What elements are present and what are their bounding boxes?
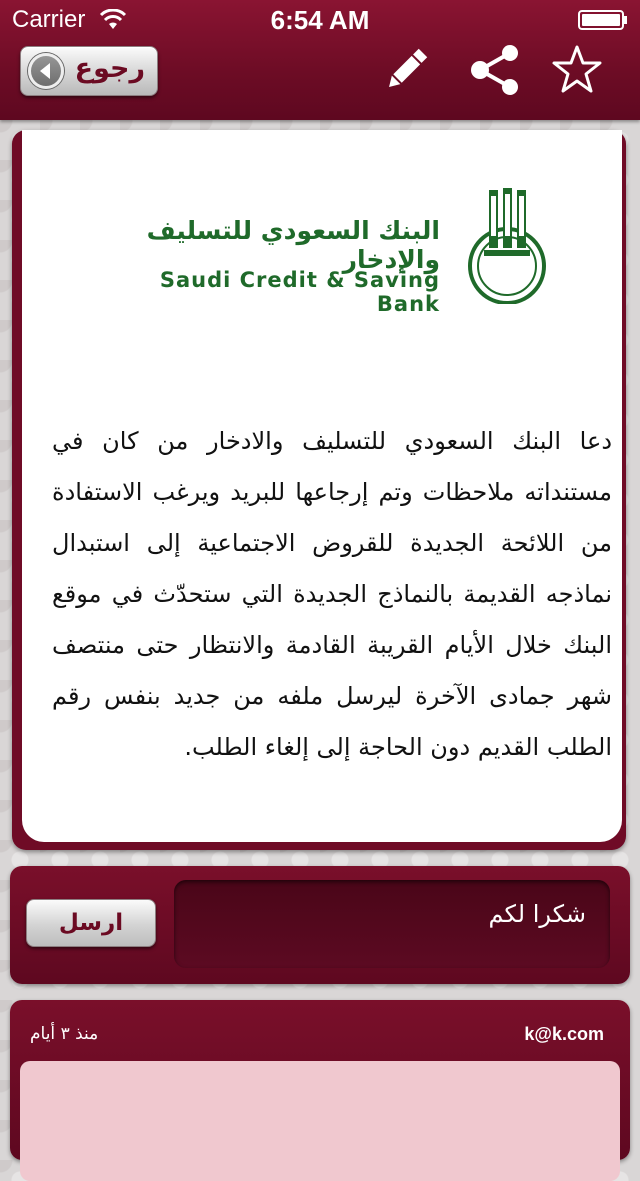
back-arrow-icon [28, 53, 64, 89]
article-content [22, 130, 622, 842]
header-bar [0, 0, 640, 120]
back-button[interactable] [20, 46, 158, 96]
status-bar [0, 0, 640, 40]
share-icon[interactable] [468, 44, 524, 96]
comment-input[interactable]: شكرا لكم [174, 880, 610, 968]
comment-item [10, 1000, 630, 1160]
carrier-label: Carrier [12, 6, 86, 33]
comment-timestamp: منذ ٣ أيام [30, 1024, 99, 1044]
star-icon[interactable] [549, 44, 605, 96]
back-button-label: رجوع [74, 53, 145, 84]
bank-emblem-icon [462, 188, 552, 304]
pencil-icon[interactable] [378, 44, 434, 96]
article-body: دعا البنك السعودي للتسليف والادخار من كان في مستنداته ملاحظات وتم إرجاعها للبريد ويرغب الاستفادة من اللائحة الجديدة للقروض الاجتماعية إلى استبدال نماذجه القديمة بالنماذج الجديدة التي ستحدّث في موقع البنك خلال الأيام القريبة القادمة والانتظار حتى منتصف شهر جمادى الآخرة ليرسل ملفه من جديد بنفس رقم الطلب القديم دون الحاجة إلى إلغاء الطلب. [52, 427, 612, 761]
send-button[interactable]: ارسل [26, 899, 156, 947]
battery-icon [578, 10, 628, 30]
logo-english-text: Saudi Credit & Saving Bank [159, 268, 440, 316]
comment-body [20, 1061, 620, 1181]
comment-composer [10, 866, 630, 984]
logo-arabic-text: البنك السعودي للتسليف والإدخار [146, 216, 440, 274]
bank-logo [140, 188, 560, 316]
article-card [12, 130, 626, 850]
status-clock: 6:54 AM [270, 5, 370, 35]
comment-author: k@k.com [524, 1024, 604, 1044]
